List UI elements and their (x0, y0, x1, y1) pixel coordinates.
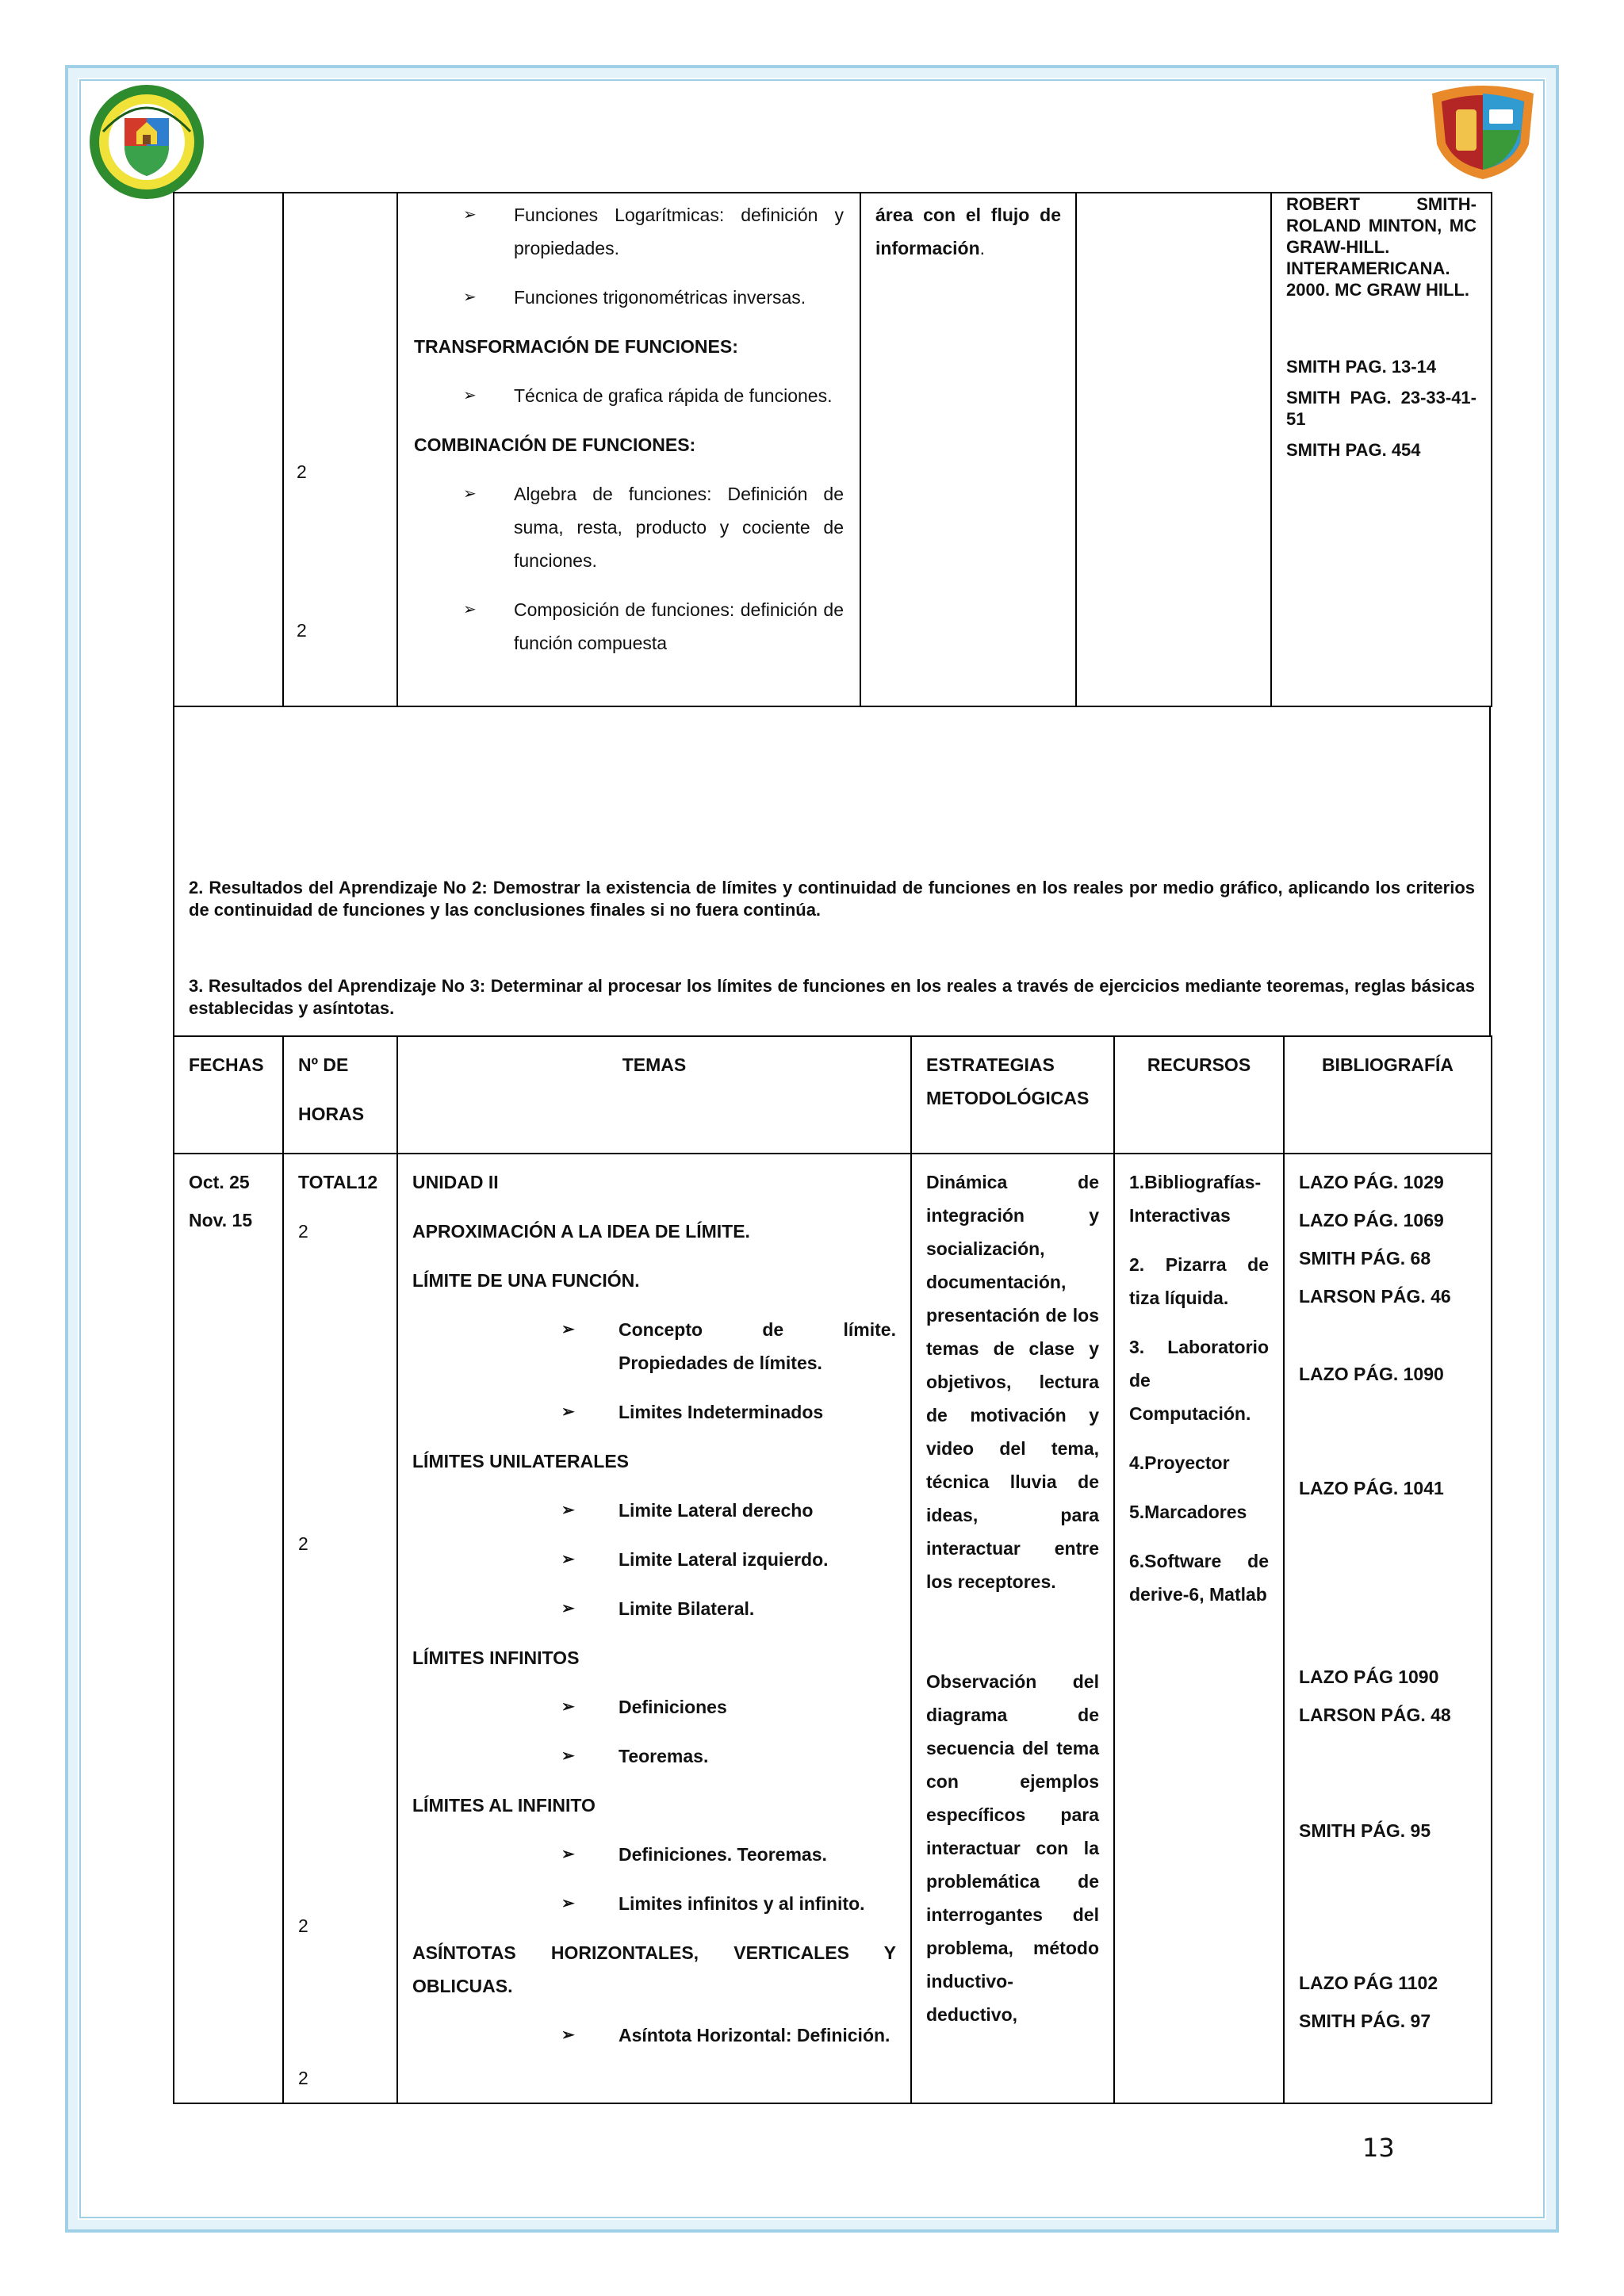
bibliography-reference: LAZO PÁG. 1090 (1299, 1364, 1444, 1384)
column-header-recursos: RECURSOS (1114, 1036, 1284, 1154)
hours-value: 2 (298, 2068, 308, 2088)
list-item (412, 1838, 896, 1871)
arrow-bullet-icon: ➢ (561, 1502, 575, 1519)
arrow-bullet-icon: ➢ (463, 601, 477, 618)
bibliography-reference: SMITH PAG. 454 (1286, 440, 1421, 460)
list-item (414, 379, 844, 412)
faculty-shield-logo (1424, 82, 1542, 181)
list-item (412, 1543, 896, 1576)
date-start: Oct. 25 (189, 1172, 250, 1192)
resources-cell (1114, 1154, 1284, 2103)
hours-value: 2 (298, 1915, 308, 1936)
total-hours: TOTAL12 (298, 1172, 378, 1192)
arrow-bullet-icon: ➢ (561, 1403, 575, 1421)
bibliography-reference: LAZO PÁG 1102 (1299, 1973, 1438, 1993)
list-item (412, 1739, 896, 1773)
bibliography-reference: LAZO PÁG. 1041 (1299, 1478, 1444, 1498)
arrow-bullet-icon: ➢ (561, 1551, 575, 1568)
section-heading: APROXIMACIÓN A LA IDEA DE LÍMITE. (412, 1221, 750, 1242)
topic-text: Funciones trigonométricas inversas. (514, 287, 806, 308)
strategy-text-tail: . (979, 238, 986, 258)
resource-item: 2. Pizarra de tiza líquida. (1129, 1254, 1269, 1308)
bibliography-cell (1284, 1154, 1492, 2103)
arrow-bullet-icon: ➢ (463, 206, 477, 224)
bibliography-reference: LARSON PÁG. 46 (1299, 1286, 1451, 1307)
section-heading: LÍMITES UNILATERALES (412, 1451, 630, 1471)
header-line: HORAS (298, 1104, 365, 1124)
section-heading: ASÍNTOTAS HORIZONTALES, VERTICALES Y OBLICUAS. (412, 1942, 896, 1996)
date-end: Nov. 15 (189, 1210, 253, 1230)
arrow-bullet-icon: ➢ (561, 1698, 575, 1716)
unit-title: UNIDAD II (412, 1172, 499, 1192)
strategy-text: Dinámica de integración y socialización, documentación, presentación de los temas de clase y objetivos, lectura de motivación y video del tema, técnica lluvia de ideas, para interactuar entre los receptores. (926, 1172, 1099, 1592)
bibliography-reference: SMITH PÁG. 97 (1299, 2011, 1431, 2031)
section-heading: LÍMITES INFINITOS (412, 1647, 580, 1668)
topic-text: Técnica de grafica rápida de funciones. (514, 385, 833, 406)
topic-text: Asíntota Horizontal: Definición. (619, 2025, 891, 2045)
list-item (412, 1887, 896, 1920)
list-item (414, 198, 844, 265)
bibliography-reference: SMITH PÁG. 95 (1299, 1820, 1431, 1841)
resource-item: 4.Proyector (1129, 1452, 1230, 1473)
list-item (412, 1494, 896, 1527)
hours-value: 2 (298, 1533, 308, 1554)
bibliography-reference: SMITH PÁG. 68 (1299, 1248, 1431, 1269)
list-item (412, 2019, 896, 2052)
topic-text: Composición de funciones: definición de función compuesta (514, 599, 844, 653)
column-header-temas: TEMAS (397, 1036, 911, 1154)
topic-text: Limites infinitos y al infinito. (619, 1893, 865, 1914)
resource-item: 3. Laboratorio de Computación. (1129, 1337, 1269, 1424)
university-seal-logo (87, 82, 206, 201)
learning-result-3: 3. Resultados del Aprendizaje No 3: Determinar al procesar los límites de funciones en los reales a través de ejercicios mediante teoremas, reglas básicas establecidas y asíntotas. (189, 976, 1475, 1018)
unit-schedule-table (173, 1035, 1491, 2104)
column-header-estrategias (911, 1036, 1114, 1154)
list-item (412, 1313, 896, 1380)
hours-value: 2 (297, 620, 307, 641)
topic-text: Definiciones (619, 1697, 727, 1717)
hours-value: 2 (298, 1221, 308, 1242)
topic-text: Limites Indeterminados (619, 1402, 824, 1422)
topic-text: Teoremas. (619, 1746, 709, 1766)
resources-cell (1076, 193, 1271, 706)
list-item (412, 1592, 896, 1625)
bibliography-reference: LAZO PÁG 1090 (1299, 1667, 1439, 1687)
section-heading: LÍMITES AL INFINITO (412, 1795, 596, 1816)
table-header-row (174, 1036, 1492, 1154)
strategies-cell (911, 1154, 1114, 2103)
topic-text: Funciones Logarítmicas: definición y propiedades. (514, 205, 844, 258)
table-row (174, 1154, 1492, 2103)
list-item (414, 281, 844, 314)
arrow-bullet-icon: ➢ (463, 387, 477, 404)
bibliography-reference: LAZO PÁG. 1029 (1299, 1172, 1444, 1192)
arrow-bullet-icon: ➢ (561, 2026, 575, 2044)
list-item (414, 477, 844, 577)
strategies-cell (860, 193, 1076, 706)
topic-text: Limite Bilateral. (619, 1598, 755, 1619)
header-line: METODOLÓGICAS (926, 1088, 1090, 1108)
hours-cell (283, 193, 397, 706)
page-number: 13 (1362, 2133, 1395, 2163)
arrow-bullet-icon: ➢ (463, 485, 477, 503)
hours-value: 2 (297, 461, 307, 482)
arrow-bullet-icon: ➢ (561, 1747, 575, 1765)
list-item (412, 1395, 896, 1429)
learning-result-2: 2. Resultados del Aprendizaje No 2: Demostrar la existencia de límites y continuidad de funciones en los reales por medio gráfico, aplicando los criterios de continuidad de funciones y las conclusiones finales si no fuera continúa. (189, 878, 1475, 920)
arrow-bullet-icon: ➢ (561, 1321, 575, 1338)
section-heading: TRANSFORMACIÓN DE FUNCIONES: (414, 336, 738, 357)
resource-item: 6.Software de derive-6, Matlab (1129, 1551, 1269, 1605)
column-header-horas (283, 1036, 397, 1154)
topic-text: Limite Lateral izquierdo. (619, 1549, 829, 1570)
strategy-text: Observación del diagrama de secuencia del tema con ejemplos específicos para interactuar con la problemática de interrogantes del problema, método inductivo-deductivo, (926, 1671, 1099, 2025)
topic-text: Limite Lateral derecho (619, 1500, 814, 1521)
topic-text: Concepto de límite. Propiedades de límites. (619, 1319, 896, 1373)
learning-results (173, 706, 1491, 1037)
dates-cell (174, 1154, 283, 2103)
arrow-bullet-icon: ➢ (561, 1895, 575, 1912)
arrow-bullet-icon: ➢ (561, 1846, 575, 1863)
bibliography-reference: SMITH PAG. 23-33-41-51 (1286, 388, 1477, 429)
topics-cell (397, 1154, 911, 2103)
hours-cell (283, 1154, 397, 2103)
topic-text: Algebra de funciones: Definición de suma, resta, producto y cociente de funciones. (514, 484, 844, 571)
topics-cell (397, 193, 860, 706)
dates-cell (174, 193, 283, 706)
arrow-bullet-icon: ➢ (561, 1600, 575, 1617)
bibliography-cell (1271, 193, 1492, 706)
column-header-fechas: FECHAS (174, 1036, 283, 1154)
section-heading: LÍMITE DE UNA FUNCIÓN. (412, 1270, 640, 1291)
header-line: ESTRATEGIAS (926, 1054, 1055, 1075)
list-item (412, 1690, 896, 1724)
column-header-bibliografia: BIBLIOGRAFÍA (1284, 1036, 1492, 1154)
strategy-text: área con el flujo de información (875, 205, 1061, 258)
list-item (414, 593, 844, 660)
bibliography-reference: SMITH PAG. 13-14 (1286, 357, 1437, 377)
header-line: Nº DE (298, 1054, 349, 1075)
topic-text: Definiciones. Teoremas. (619, 1844, 827, 1865)
resource-item: 1.Bibliografías-Interactivas (1129, 1172, 1262, 1226)
bibliography-main-reference: ROBERT SMITH-ROLAND MINTON, MC GRAW-HILL. INTERAMERICANA. 2000. MC GRAW HILL. (1286, 194, 1477, 300)
bibliography-reference: LARSON PÁG. 48 (1299, 1705, 1451, 1725)
resource-item: 5.Marcadores (1129, 1502, 1247, 1522)
continuation-table (173, 192, 1491, 707)
section-heading: COMBINACIÓN DE FUNCIONES: (414, 434, 696, 455)
bibliography-reference: LAZO PÁG. 1069 (1299, 1210, 1444, 1230)
arrow-bullet-icon: ➢ (463, 289, 477, 306)
